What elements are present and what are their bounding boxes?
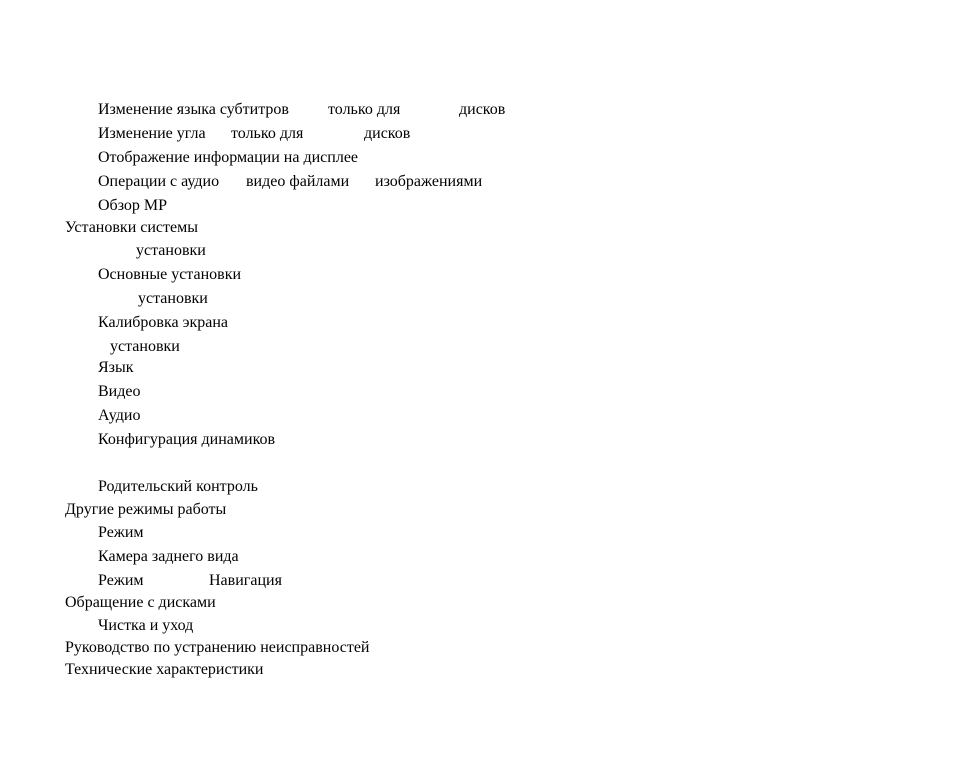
toc-line-settings-2 bbox=[138, 290, 338, 308]
toc-text: Руководство по устранению неисправностей bbox=[65, 639, 370, 656]
toc-line-system-settings bbox=[65, 219, 365, 237]
toc-line-mp-overview bbox=[98, 197, 298, 215]
toc-line-audio bbox=[98, 407, 298, 425]
toc-text: Обзор МР bbox=[98, 197, 168, 214]
toc-text: только для bbox=[231, 125, 304, 142]
toc-text: Режим bbox=[98, 572, 144, 589]
toc-line-media-files bbox=[98, 173, 538, 191]
toc-line-mode-navigation bbox=[98, 572, 398, 590]
toc-line-mode-1 bbox=[98, 524, 298, 542]
toc-text: Аудио bbox=[98, 407, 141, 424]
toc-text: Конфигурация динамиков bbox=[98, 431, 276, 448]
toc-text: Чистка и уход bbox=[98, 617, 194, 634]
toc-line-speaker-config bbox=[98, 431, 398, 449]
toc-text: Видео bbox=[98, 383, 141, 400]
toc-text: Отображение информации на дисплее bbox=[98, 149, 359, 166]
toc-text: Калибровка экрана bbox=[98, 314, 228, 331]
toc-text: Технические характеристики bbox=[65, 661, 264, 678]
toc-line-angle-change bbox=[98, 125, 458, 143]
toc-text: видео файлами bbox=[246, 173, 350, 190]
toc-text: Родительский контроль bbox=[98, 478, 258, 495]
toc-text: Язык bbox=[98, 359, 134, 376]
toc-text: Навигация bbox=[209, 572, 282, 589]
toc-line-cleaning bbox=[98, 617, 398, 635]
toc-text: Другие режимы работы bbox=[65, 501, 227, 518]
toc-line-disc-handling bbox=[65, 594, 365, 612]
toc-text: Основные установки bbox=[98, 266, 242, 283]
toc-text: установки bbox=[136, 242, 206, 259]
toc-line-subtitle-language bbox=[98, 101, 538, 119]
toc-line-rear-camera bbox=[98, 548, 398, 566]
toc-line-display-info bbox=[98, 149, 458, 167]
toc-text: Режим bbox=[98, 524, 144, 541]
toc-text: Установки системы bbox=[65, 219, 198, 236]
toc-text: установки bbox=[110, 338, 180, 355]
toc-line-settings-3 bbox=[110, 338, 310, 356]
toc-text: Операции с аудио bbox=[98, 173, 220, 190]
toc-line-other-modes bbox=[65, 501, 365, 519]
toc-text: только для bbox=[328, 101, 401, 118]
toc-text: Изменение языка субтитров bbox=[98, 101, 289, 118]
toc-line-specifications bbox=[65, 661, 365, 679]
toc-text: Обращение с дисками bbox=[65, 594, 216, 611]
toc-line-language bbox=[98, 359, 298, 377]
toc-text: Камера заднего вида bbox=[98, 548, 239, 565]
toc-line-settings-1 bbox=[136, 242, 336, 260]
toc-text: изображениями bbox=[375, 173, 483, 190]
toc-line-screen-calibration bbox=[98, 314, 398, 332]
toc-text: дисков bbox=[459, 101, 506, 118]
toc-line-troubleshooting bbox=[65, 639, 465, 657]
toc-line-parental-control bbox=[98, 478, 398, 496]
toc-line-video bbox=[98, 383, 298, 401]
toc-text: установки bbox=[138, 290, 208, 307]
toc-text: дисков bbox=[364, 125, 411, 142]
toc-line-basic-settings bbox=[98, 266, 398, 284]
toc-text: Изменение угла bbox=[98, 125, 206, 142]
